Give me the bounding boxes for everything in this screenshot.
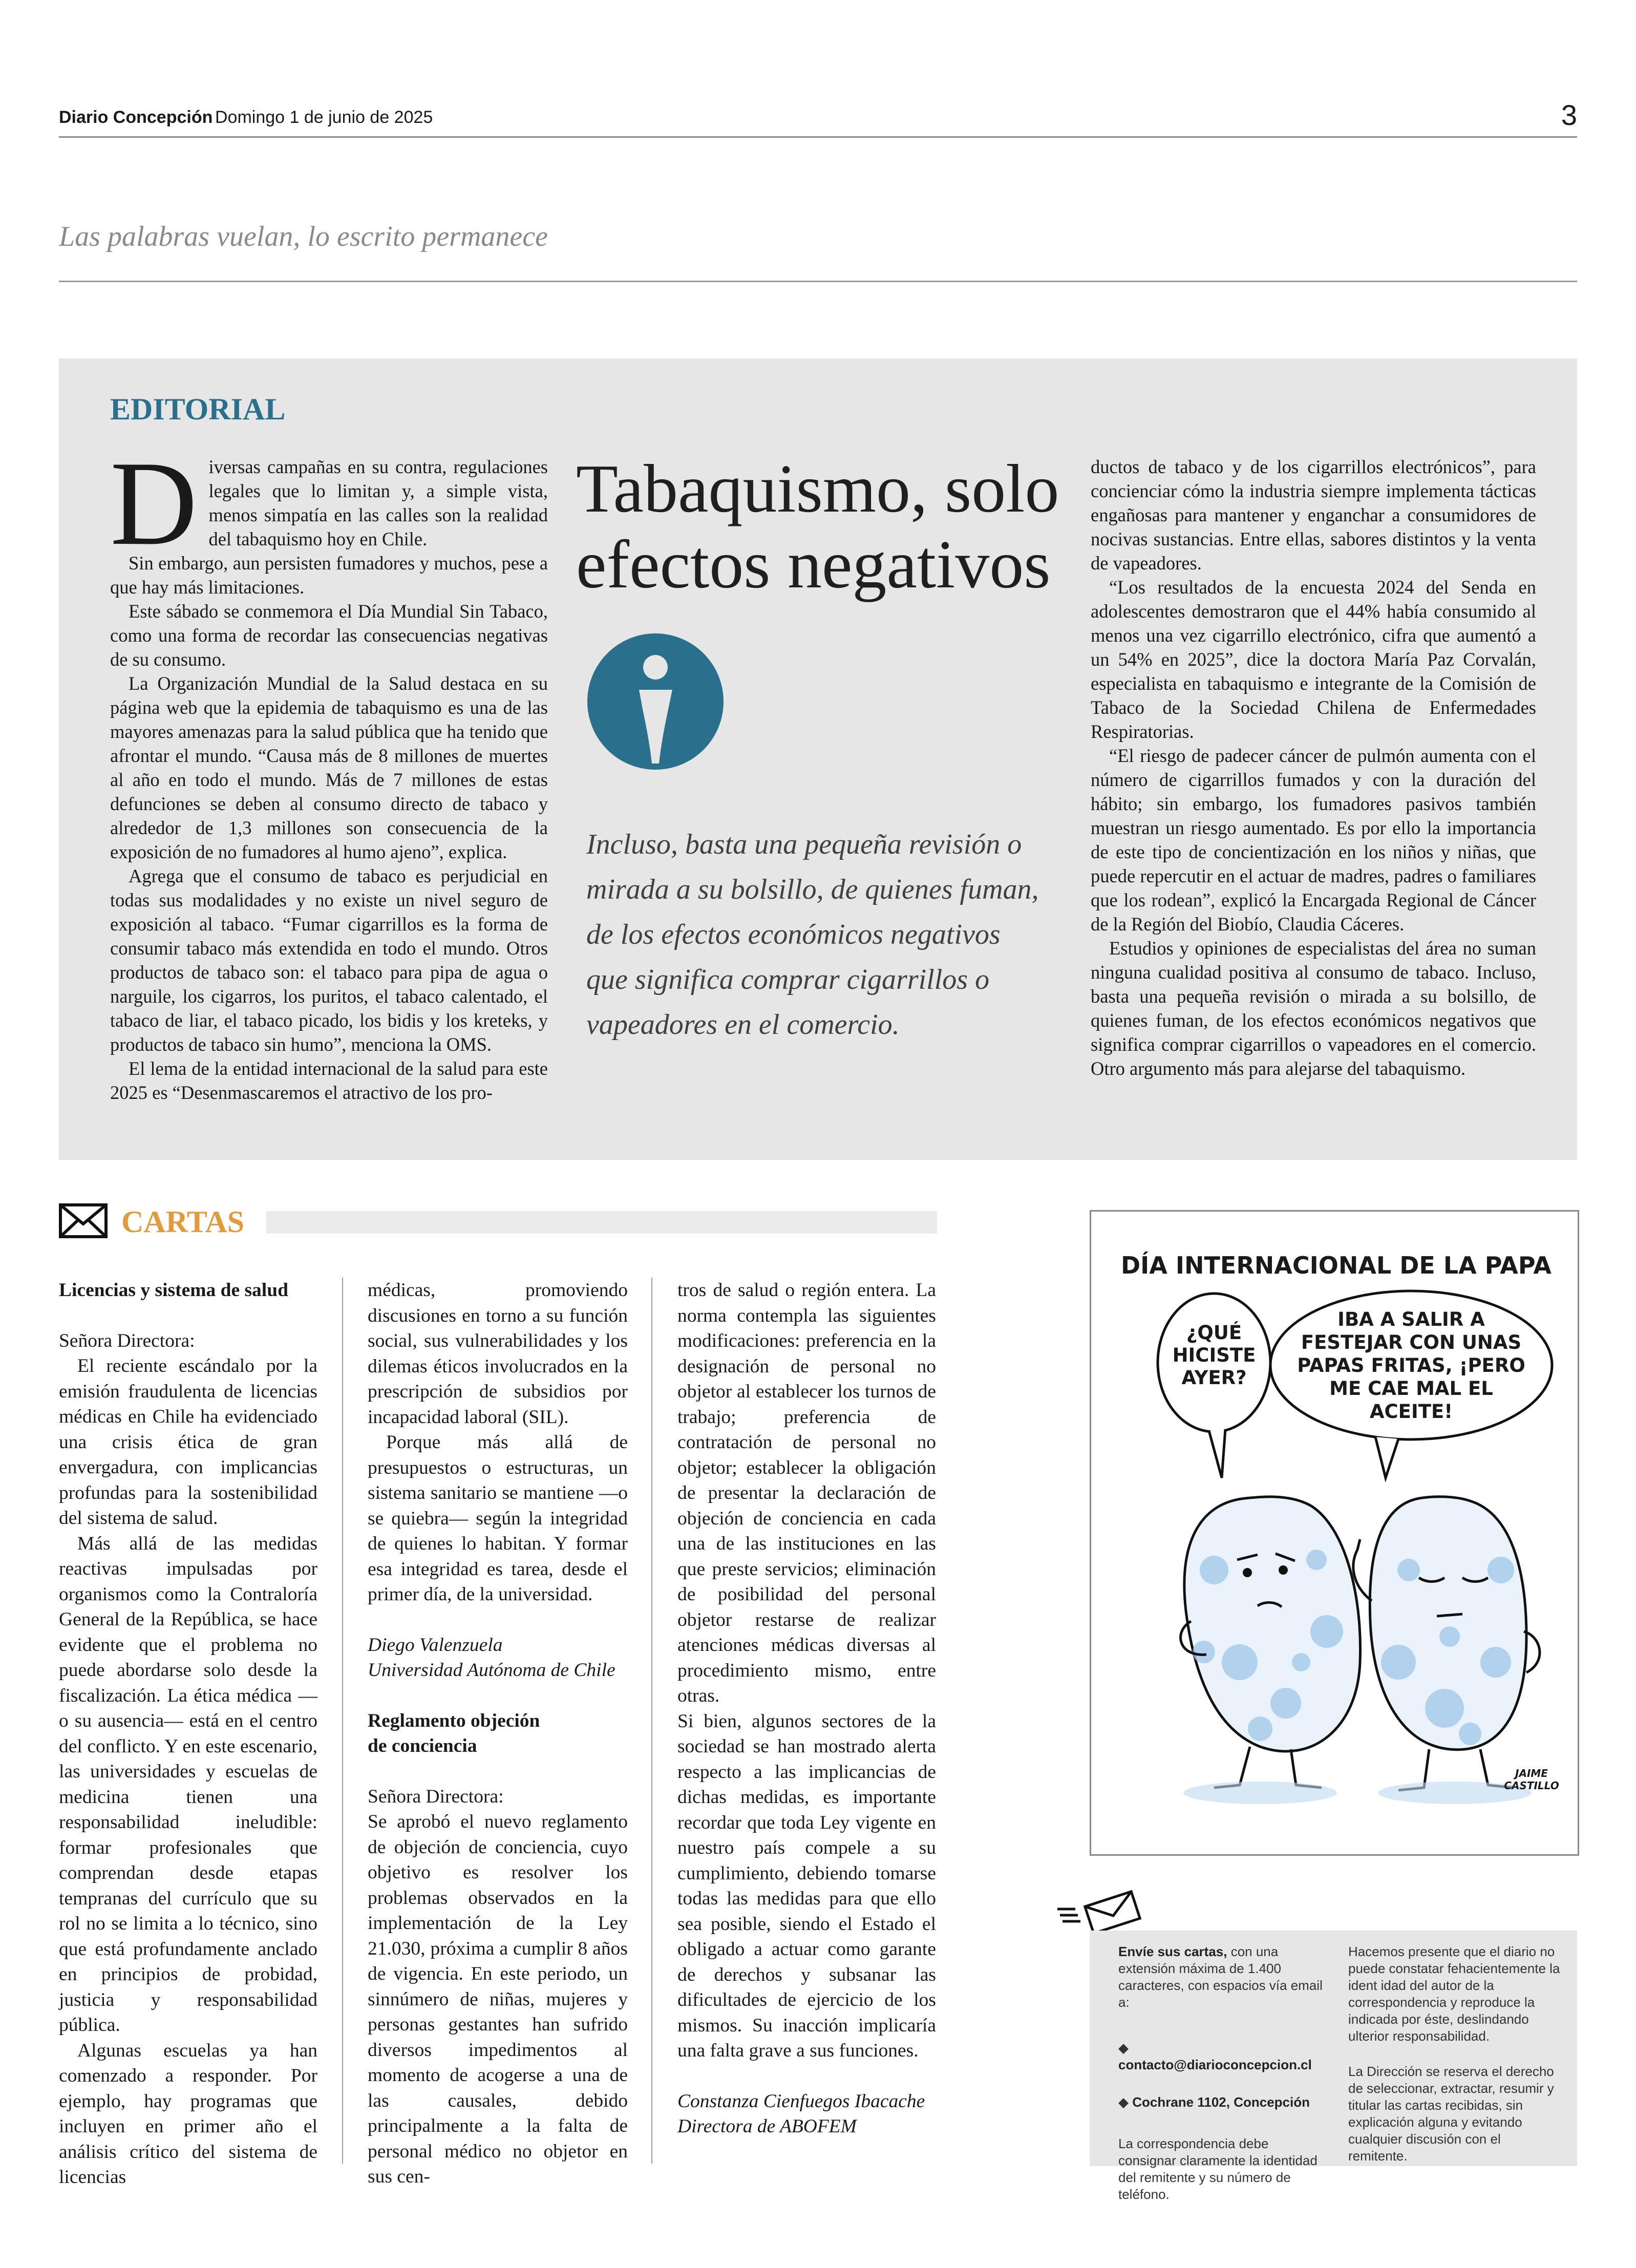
editorial-kicker: EDITORIAL <box>110 392 286 426</box>
contact-email-row <box>1118 2040 1323 2073</box>
bullet-diamond-icon: ◆ <box>1118 2040 1129 2055</box>
info-icon <box>586 632 725 771</box>
letter-signature-name: Constanza Cienfuegos Ibacache <box>677 2090 925 2112</box>
editorial-paragraph: ductos de tabaco y de los cigarrillos electrónicos”, para concienciar cómo la industria siempre implementa tácticas engañosas para mantener y enganchar a consumidores de nocivas sustancias. Entre ellas, sabores distintos y la venta de vapeadores. <box>1091 456 1536 574</box>
editorial-paragraph: Sin embargo, aun persisten fumadores y muchos, pese a que hay más limitaciones. <box>110 553 548 598</box>
editorial-lead-paragraph: Diversas campañas en su contra, regulaciones legales que lo limitan y, a simple vista, menos simpatía en las calles son la realidad del tabaquismo hoy en Chile. <box>110 437 548 570</box>
cartoon-title: DÍA INTERNACIONAL DE LA PAPA <box>1121 1252 1552 1279</box>
contact-note: La correspondencia debe consignar claramente la identidad del remitente y su número de teléfono. <box>1118 2136 1318 2202</box>
contact-disclaimer: Hacemos presente que el diario no puede constatar fehacientemente la ident idad del autor de la correspondencia y reproduce la indicada por éste, deslindando ulterior responsabilidad. <box>1348 1944 1560 2044</box>
letter-salutation: Señora Directora: <box>368 1786 504 1807</box>
editorial-paragraph: “Los resultados de la encuesta 2024 del Senda en adolescentes demostraron que el 44% había consumido al menos una vez cigarrillo electrónico, cifra que aumentó a un 54% en 2025”, dice la doctora María Paz Corvalán, especialista en tabaquismo e integrante de la Comisión de Tabaco de la Sociedad Chilena de Enfermedades Respiratorias. <box>1091 577 1536 742</box>
editorial-paragraph: Estudios y opiniones de especialistas del área no suman ninguna cualidad positiva al consumo de tabaco. Incluso, basta una pequeña revisión o mirada a su bolsillo, de quienes fuman, de los efectos económicos negativos que significa comprar cigarrillos o vapeadores en el comercio. Otro argumento más para alejarse del tabaquismo. <box>1091 938 1536 1079</box>
publication-date: Domingo 1 de junio de 2025 <box>215 108 433 127</box>
letter-signature-name: Diego Valenzuela <box>368 1634 503 1656</box>
column-divider <box>651 1278 652 2164</box>
editorial-paragraph: El lema de la entidad internacional de la salud para este 2025 es “Desenmascaremos el atractivo de los pro- <box>110 1058 548 1103</box>
editorial-column-1 <box>110 437 548 1105</box>
contact-disclaimer: La Dirección se reserva el derecho de seleccionar, extractar, resumir y titular las cartas recibidas, sin explicación alguna y evitando cualquier discusión con el remitente. <box>1348 2064 1554 2164</box>
editorial-pullquote: Incluso, basta una pequeña revisión o mirada a su bolsillo, de quienes fuman, de los efectos económicos negativos que significa comprar cigarrillos o vapeadores en el comercio. <box>586 829 1039 1041</box>
cartoonist-signature: JAIME CASTILLO <box>1504 1767 1559 1792</box>
motto-text: Las palabras vuelan, lo escrito permanece <box>59 221 548 252</box>
letters-column-2 <box>368 1278 628 2190</box>
bullet-diamond-icon: ◆ <box>1118 2094 1133 2110</box>
letter-signature-org: Universidad Autónoma de Chile <box>368 1660 615 1681</box>
letters-contact-box <box>1090 1931 1577 2202</box>
envelope-icon <box>59 1203 108 1238</box>
letter-paragraph: Porque más allá de presupuestos o estructuras, un sistema sanitario se mantiene —o se quiebra— según la integridad de quienes lo habitan. Y formar esa integridad es tarea, desde el primer día, de la universidad. <box>368 1432 628 1605</box>
letters-column-3 <box>677 1278 936 2139</box>
letter-paragraph: Se aprobó el nuevo reglamento de objeción de conciencia, cuyo objetivo es resolver los problemas observados en la implementación de la Ley 21.030, próxima a cumplir 8 años de vigencia. En este periodo, un sinnúmero de niñas, mujeres y personas gestantes han sufrido diversos impedimentos al momento de acogerse a una de las causales, debido principalmente a la falta de personal médico no objetor en sus cen- <box>368 1811 628 2187</box>
contact-address-row <box>1118 2094 1323 2111</box>
letter-signature-org: Directora de ABOFEM <box>677 2116 857 2137</box>
contact-left <box>1118 1943 1323 2203</box>
editorial-paragraph: “El riesgo de padecer cáncer de pulmón aumenta con el número de cigarrillos fumados y con la duración del hábito; sin embargo, los fumadores pasivos también muestran un riesgo aumentado. Es por ello la importancia de este tipo de concientización en los niños y niñas, que puede repercutir en el actuar de madres, padres o familiares que los rodean”, explicó la Encargada Regional de Cáncer de la Región del Biobío, Claudia Cáceres. <box>1091 745 1536 935</box>
page-number: 3 <box>1561 99 1577 131</box>
drop-cap: D <box>110 437 198 570</box>
letters-header <box>59 1203 937 1239</box>
letter-paragraph: tros de salud o región entera. La norma contempla las siguientes modificaciones: preferencia en la designación de personal no objetor al establecer los turnos de trabajo; preferencia de contratación de personal no objetor; establecer la obligación de presentar la declaración de objeción de conciencia en cada una de las instituciones en las que preste servicios; eliminación de posibilidad del personal objetor restarse de realizar atenciones médicas diversas al procedimiento mismo, entre otras. <box>677 1280 936 1706</box>
contact-address: Cochrane 1102, Concepción <box>1132 2094 1310 2110</box>
letter-paragraph: El reciente escándalo por la emisión fraudulenta de licencias médicas en Chile ha evidenciado una crisis ética de gran envergadura, con implicancias profundas para la sostenibilidad del sistema de salud. <box>59 1355 317 1529</box>
speech-bubble-left: ¿QUÉ HICISTE AYER? <box>1172 1322 1256 1389</box>
editorial-box <box>59 358 1577 1160</box>
editorial-paragraph: Agrega que el consumo de tabaco es perjudicial en todas sus modalidades y no existe un nivel seguro de exposición al tabaco. “Fumar cigarrillos es la forma de consumir tabaco más extendida en todo el mundo. Otros productos de tabaco son: el tabaco para pipa de agua o narguile, los cigarros, los puritos, el tabaco calentado, el tabaco de liar, el tabaco picado, los bidis y los kreteks, y productos de tabaco sin humo”, menciona la OMS. <box>110 865 548 1055</box>
letter-heading: Reglamento objeción de conciencia <box>368 1710 540 1756</box>
letter-paragraph: Más allá de las medidas reactivas impulsadas por organismos como la Contraloría General de la República, se hace evidente que el problema no puede abordarse solo desde la fiscalización. La ética médica —o su ausencia— está en el centro del conflicto. Y en este escenario, las universidades y escuelas de medicina tienen una responsabilidad ineludible: formar profesionales que comprendan desde etapas tempranas del currículo que su rol no se limita a lo técnico, sino que está profundamente anclado en principios de probidad, justicia y responsabilidad pública. <box>59 1533 317 2036</box>
contact-email[interactable]: contacto@diarioconcepcion.cl <box>1118 2057 1312 2072</box>
letter-paragraph: médicas, promoviendo discusiones en torno a su función social, sus vulnerabilidades y los dilemas éticos involucrados en la prescripción de subsidios por incapacidad laboral (SIL). <box>368 1280 628 1428</box>
letter-salutation: Señora Directora: <box>59 1330 195 1351</box>
letter-heading: Licencias y sistema de salud <box>59 1280 288 1301</box>
letters-column-1 <box>59 1278 317 2190</box>
editorial-headline: Tabaquismo, solo efectos negativos <box>576 451 1059 602</box>
editorial-column-3 <box>1091 455 1536 1080</box>
letter-paragraph: Algunas escuelas ya han comenzado a responder. Por ejemplo, hay programas que incluyen en primer año el análisis crítico del sistema de licencias <box>59 2040 317 2188</box>
editorial-paragraph: Este sábado se conmemora el Día Mundial Sin Tabaco, como una forma de recordar las consecuencias negativas de su consumo. <box>110 601 548 670</box>
cartoon-panel <box>1090 1210 1579 1856</box>
letter-paragraph: Si bien, algunos sectores de la sociedad se han mostrado alerta respecto a las implicancias de dichas medidas, es importante recordar que toda Ley vigente en nuestro país compele a su cumplimiento, debiendo tomarse todas las medidas para que ello sea posible, siendo el Estado el obligado a actuar como garante de derechos y subsanar las dificultades de ejercicio de los mismos. Su inacción implicaría una falta grave a sus funciones. <box>677 1710 936 2061</box>
letters-title: CARTAS <box>121 1205 245 1239</box>
section-motto <box>59 220 1577 282</box>
contact-lead: Envíe sus cartas, con una extensión máxima de 1.400 caracteres, con espacios vía email a: <box>1118 1944 1323 2010</box>
envelope-send-icon <box>1055 1890 1142 1936</box>
speech-bubble-right: IBA A SALIR A FESTEJAR CON UNAS PAPAS FRITAS, ¡PERO ME CAE MAL EL ACEITE! <box>1297 1308 1525 1423</box>
column-divider <box>342 1278 343 2164</box>
contact-right <box>1348 1943 1563 2165</box>
publication-name: Diario Concepción <box>59 108 213 127</box>
page-header <box>59 99 1577 138</box>
letters-header-bar <box>266 1211 937 1234</box>
editorial-paragraph: La Organización Mundial de la Salud destaca en su página web que la epidemia de tabaquismo es una de las mayores amenazas para la salud pública que ha tenido que afrontar el mundo. “Causa más de 8 millones de muertes al año en todo el mundo. Más de 7 millones de estas defunciones se deben al consumo directo de tabaco y alrededor de 1,3 millones son consecuencia de la exposición de no fumadores al humo ajeno”, explica. <box>110 673 548 862</box>
